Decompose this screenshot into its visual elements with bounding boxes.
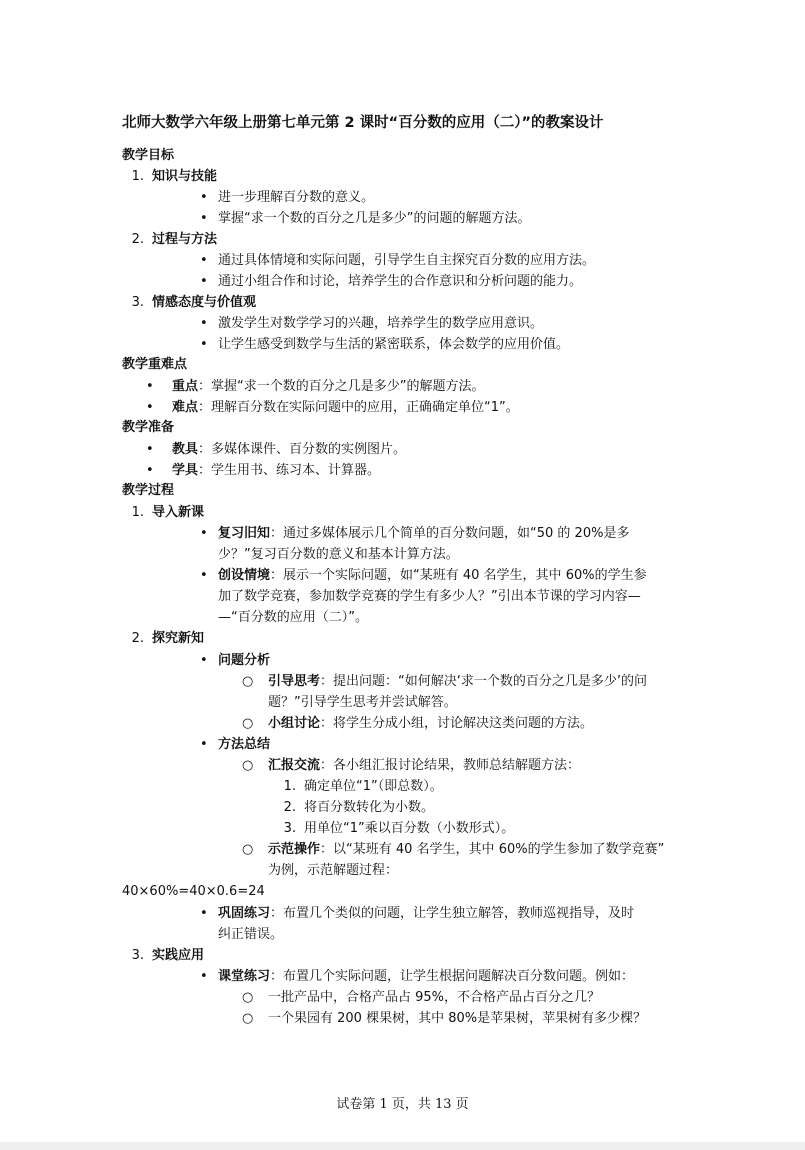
list-item [200, 525, 629, 543]
list-item [122, 630, 204, 648]
item-text-continued: 纠正错误。 [218, 927, 284, 942]
item-label: 难点 [172, 400, 199, 415]
list-item [146, 378, 485, 396]
step-text: 用单位“1”乘以百分数（小数形式）。 [304, 821, 515, 836]
subheading: 情感态度与价值观 [152, 295, 257, 310]
step-number: 3. [283, 821, 296, 836]
list-item [200, 315, 543, 333]
item-text-continued: 为例，示范解题过程： [268, 863, 399, 878]
item-text-continued: 加了数学竞赛，参加数学竞赛的学生有多少人？”引出本节课的学习内容— [218, 589, 641, 604]
item-text: ：学生用书、练习本、计算器。 [198, 463, 381, 478]
bullet-icon: • [200, 568, 208, 583]
bullet-icon: • [200, 737, 208, 752]
circle-bullet-icon: ○ [242, 1011, 254, 1026]
page-footer: 试卷第 1 页，共 13 页 [336, 1097, 469, 1112]
list-item [146, 441, 406, 459]
item-label: 课堂练习 [218, 969, 271, 984]
item-text: ：将学生分成小组，讨论解决这类问题的方法。 [320, 716, 594, 731]
list-text: 进一步理解百分数的意义。 [218, 190, 375, 205]
list-item [242, 989, 600, 1007]
list-item [122, 294, 256, 312]
list-text: 激发学生对数学学习的兴趣，培养学生的数学应用意识。 [218, 316, 544, 331]
list-number: 3. [131, 948, 144, 963]
bullet-icon: • [200, 969, 208, 984]
list-item [122, 168, 217, 186]
circle-bullet-icon: ○ [242, 842, 254, 857]
circle-bullet-icon: ○ [242, 990, 254, 1005]
item-text: ：提出问题：“如何解决‘求一个数的百分之几是多少’的问 [320, 674, 648, 689]
list-item [200, 189, 374, 207]
item-text: ：各小组汇报讨论结果，教师总结解题方法： [320, 758, 581, 773]
bullet-icon: • [200, 906, 208, 921]
list-item [242, 757, 580, 775]
item-label: 学具 [172, 463, 199, 478]
list-item [200, 336, 569, 354]
item-text-continued: 题？”引导学生思考并尝试解答。 [268, 695, 457, 710]
item-label: 方法总结 [218, 737, 271, 752]
list-text: 掌握“求一个数的百分之几是多少”的问题的解题方法。 [218, 211, 531, 226]
subheading: 探究新知 [152, 631, 205, 646]
list-item [242, 841, 664, 859]
step-number: 1. [283, 779, 296, 794]
list-item [122, 947, 204, 965]
item-label: 问题分析 [218, 653, 271, 668]
list-item [200, 736, 270, 754]
step-number: 2. [283, 800, 296, 815]
page-title: 北师大数学六年级上册第七单元第 2 课时“百分数的应用（二）”的教案设计 [122, 115, 604, 131]
item-text: 一批产品中，合格产品占 95%，不合格产品占百分之几？ [268, 990, 601, 1005]
list-item [200, 652, 270, 670]
list-item [122, 504, 204, 522]
item-text: ：布置几个实际问题，让学生根据问题解决百分数问题。例如： [270, 969, 635, 984]
list-text: 通过小组合作和讨论，培养学生的合作意识和分析问题的能力。 [218, 274, 583, 289]
item-text: ：展示一个实际问题，如“某班有 40 名学生，其中 60%的学生参 [270, 568, 647, 583]
subheading: 过程与方法 [152, 232, 218, 247]
formula: 40×60%=40×0.6=24 [122, 884, 265, 899]
circle-bullet-icon: ○ [242, 716, 254, 731]
bullet-icon: • [200, 211, 208, 226]
subheading: 知识与技能 [152, 169, 218, 184]
item-text-continued: —“百分数的应用（二）”。 [218, 610, 368, 625]
step-item [274, 799, 434, 817]
list-number: 1. [131, 505, 144, 520]
item-label: 引导思考 [268, 674, 321, 689]
bullet-icon: • [200, 337, 208, 352]
bullet-icon: • [200, 274, 208, 289]
item-text-continued: 少？”复习百分数的意义和基本计算方法。 [218, 547, 459, 562]
item-text: ：多媒体课件、百分数的实例图片。 [198, 442, 407, 457]
item-label: 巩固练习 [218, 906, 271, 921]
list-item [122, 231, 217, 249]
list-number: 2. [131, 631, 144, 646]
bullet-icon: • [146, 379, 154, 394]
list-item [242, 715, 593, 733]
list-item [200, 252, 595, 270]
step-text: 确定单位“1”（即总数）。 [304, 779, 443, 794]
subheading: 导入新课 [152, 505, 205, 520]
list-item [200, 210, 530, 228]
section-heading: 教学准备 [122, 420, 175, 435]
item-text: ：理解百分数在实际问题中的应用，正确确定单位“1”。 [198, 400, 519, 415]
bullet-icon: • [146, 442, 154, 457]
item-text: ：以“某班有 40 名学生，其中 60%的学生参加了数学竞赛” [320, 842, 665, 857]
section-heading: 教学目标 [122, 148, 175, 163]
bullet-icon: • [200, 653, 208, 668]
bullet-icon: • [200, 316, 208, 331]
bullet-icon: • [200, 526, 208, 541]
section-heading: 教学过程 [122, 483, 175, 498]
item-label: 示范操作 [268, 842, 321, 857]
item-label: 重点 [172, 379, 199, 394]
item-label: 小组讨论 [268, 716, 321, 731]
subheading: 实践应用 [152, 948, 205, 963]
bullet-icon: • [200, 190, 208, 205]
list-item [242, 1010, 646, 1028]
list-text: 通过具体情境和实际问题，引导学生自主探究百分数的应用方法。 [218, 253, 596, 268]
list-item [200, 968, 634, 986]
bullet-icon: • [146, 463, 154, 478]
step-text: 将百分数转化为小数。 [304, 800, 435, 815]
item-text: ：布置几个类似的问题，让学生独立解答，教师巡视指导，及时 [270, 906, 635, 921]
list-item [242, 673, 647, 691]
list-item [146, 399, 519, 417]
circle-bullet-icon: ○ [242, 674, 254, 689]
item-text: ：掌握“求一个数的百分之几是多少”的解题方法。 [198, 379, 485, 394]
list-number: 2. [131, 232, 144, 247]
list-item [146, 462, 380, 480]
item-text: 一个果园有 200 棵果树，其中 80%是苹果树，苹果树有多少棵？ [268, 1011, 647, 1026]
step-item [274, 820, 514, 838]
list-text: 让学生感受到数学与生活的紧密联系，体会数学的应用价值。 [218, 337, 570, 352]
item-label: 教具 [172, 442, 199, 457]
item-label: 复习旧知 [218, 526, 271, 541]
section-heading: 教学重难点 [122, 357, 188, 372]
bullet-icon: • [200, 253, 208, 268]
circle-bullet-icon: ○ [242, 758, 254, 773]
item-label: 创设情境 [218, 568, 271, 583]
bullet-icon: • [146, 400, 154, 415]
item-label: 汇报交流 [268, 758, 321, 773]
list-item [200, 567, 647, 585]
item-text: ：通过多媒体展示几个简单的百分数问题，如“50 的 20%是多 [270, 526, 630, 541]
list-number: 3. [131, 295, 144, 310]
list-item [200, 905, 634, 923]
list-item [200, 273, 582, 291]
list-number: 1. [131, 169, 144, 184]
step-item [274, 778, 443, 796]
